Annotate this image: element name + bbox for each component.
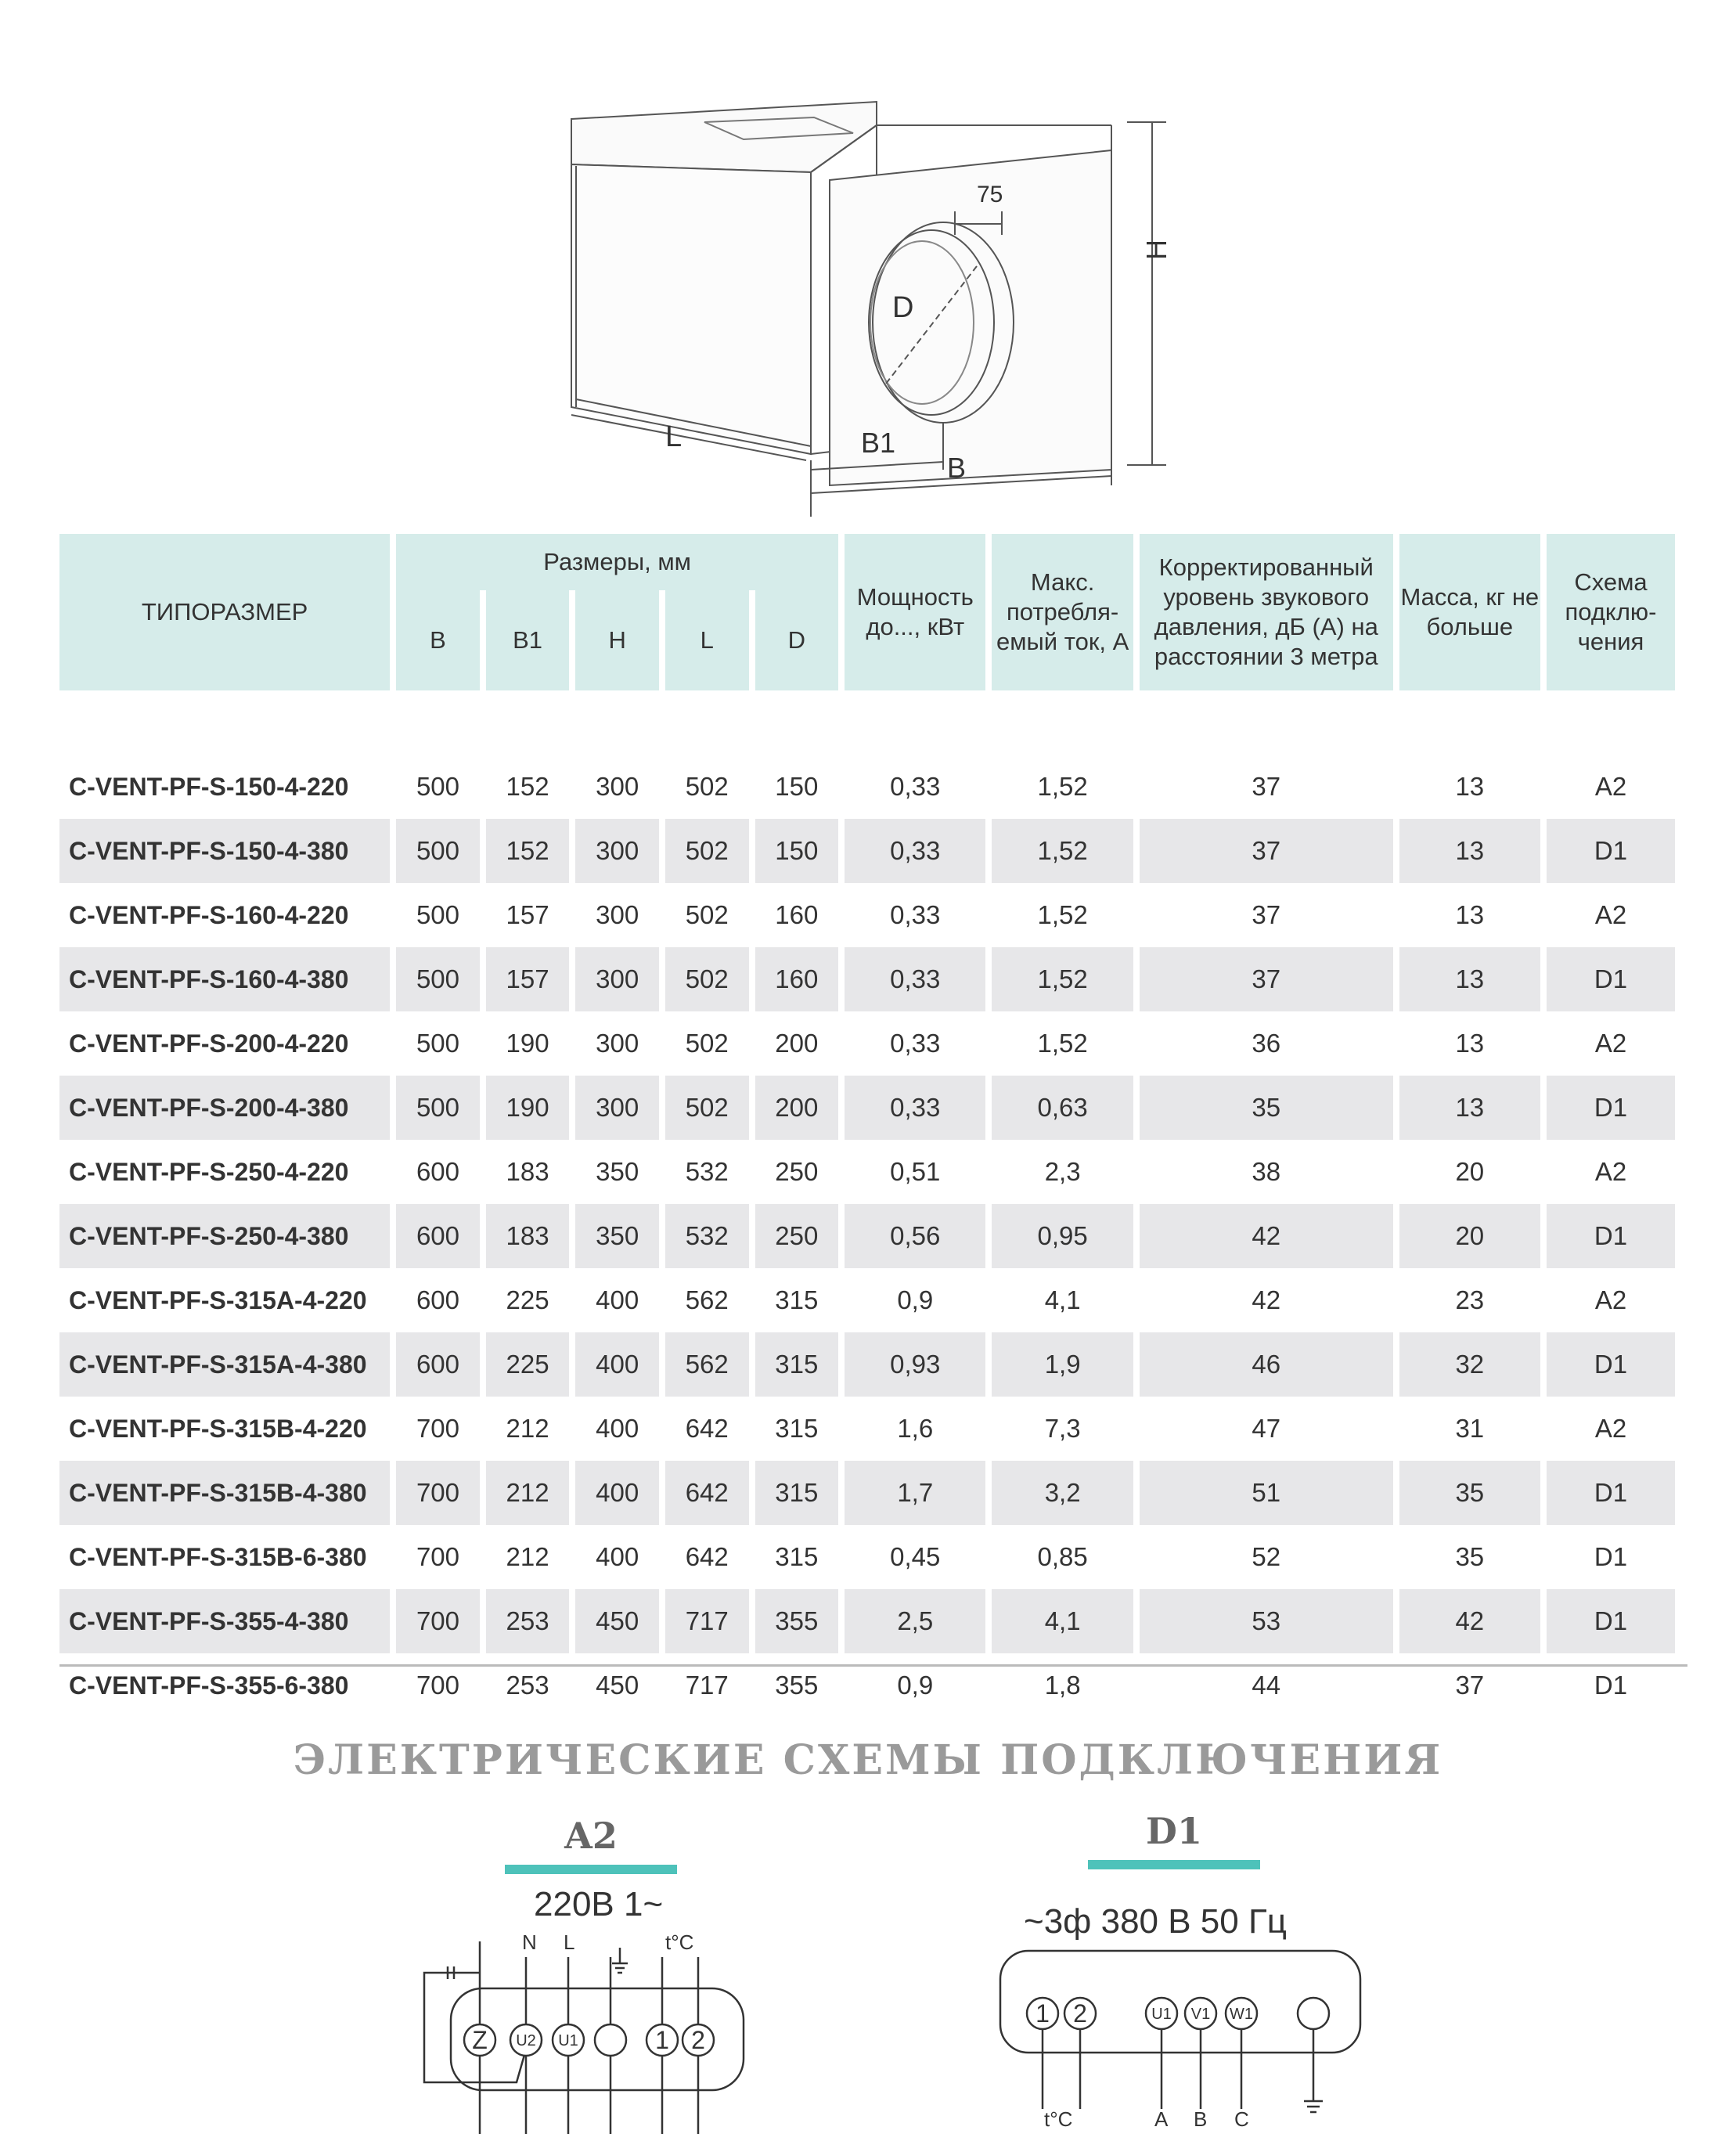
cell-model: C-VENT-PF-S-315B-4-380 — [59, 1461, 390, 1525]
d1-terminal-label-2: 2 — [1073, 1999, 1087, 2028]
cell-d: 355 — [755, 1589, 839, 1653]
table-row — [59, 1397, 1675, 1461]
cell-mass: 23 — [1455, 1285, 1485, 1314]
cell-power: 2,5 — [845, 1589, 985, 1653]
cell-current: 1,9 — [992, 1332, 1133, 1397]
cell-noise: 38 — [1252, 1157, 1281, 1186]
cell-b: 500 — [416, 900, 460, 929]
cell-b1: 190 — [506, 1029, 549, 1058]
cell-l: 642 — [685, 1542, 729, 1571]
cell-power: 0,33 — [845, 947, 985, 1011]
cell-power: 0,33 — [890, 1029, 941, 1058]
dim-h-label: H — [1140, 240, 1172, 260]
cell-h: 300 — [575, 1076, 659, 1140]
cell-noise: 42 — [1252, 1285, 1281, 1314]
d1-terminal-label-4: V1 — [1190, 2006, 1211, 2023]
header-mass: Масса, кг не больше — [1399, 534, 1540, 690]
cell-current: 3,2 — [992, 1461, 1133, 1525]
cell-current: 0,85 — [1037, 1542, 1088, 1571]
cell-d: 315 — [775, 1285, 819, 1314]
cell-noise: 36 — [1252, 1029, 1281, 1058]
cell-l: 717 — [685, 1671, 729, 1700]
cell-model: C-VENT-PF-S-355-6-380 — [69, 1671, 349, 1700]
cell-mass: 42 — [1399, 1589, 1540, 1653]
table-row — [59, 1653, 1675, 1718]
cell-h: 400 — [575, 1332, 659, 1397]
cell-d: 150 — [775, 772, 819, 801]
cell-power: 0,45 — [890, 1542, 941, 1571]
cell-power: 0,56 — [845, 1204, 985, 1268]
cell-b: 600 — [416, 1157, 460, 1186]
cell-b1: 183 — [506, 1157, 549, 1186]
cell-l: 717 — [665, 1589, 749, 1653]
a2-terminal-label-3: U1 — [558, 2032, 578, 2049]
d1-terminal-label-3: U1 — [1151, 2006, 1172, 2023]
cell-mass: 32 — [1399, 1332, 1540, 1397]
header-current: Макс. потребля-емый ток, А — [992, 534, 1133, 690]
cell-model: C-VENT-PF-S-250-4-380 — [59, 1204, 390, 1268]
a2-label-l: L — [564, 1930, 575, 1954]
cell-b1: 225 — [486, 1332, 570, 1397]
cell-d: 250 — [775, 1157, 819, 1186]
cell-current: 1,52 — [992, 947, 1133, 1011]
header-dim-b: B — [396, 590, 480, 690]
d1-label-b: B — [1194, 2107, 1208, 2131]
cell-current: 4,1 — [992, 1589, 1133, 1653]
scheme-a2-voltage: 220В 1~ — [534, 1885, 664, 1923]
cell-model: C-VENT-PF-S-200-4-380 — [59, 1076, 390, 1140]
cell-scheme: A2 — [1594, 900, 1627, 929]
table-row — [59, 1589, 1675, 1653]
scheme-d1-diagram — [994, 1945, 1370, 2134]
cell-power: 1,7 — [845, 1461, 985, 1525]
cell-b1: 225 — [506, 1285, 549, 1314]
cell-scheme: D1 — [1547, 1589, 1675, 1653]
cell-b1: 253 — [486, 1589, 570, 1653]
cell-mass: 13 — [1455, 772, 1485, 801]
cell-d: 200 — [755, 1076, 839, 1140]
cell-b: 700 — [396, 1461, 480, 1525]
cell-noise: 51 — [1140, 1461, 1393, 1525]
cell-b1: 152 — [506, 772, 549, 801]
cell-d: 200 — [775, 1029, 819, 1058]
a2-label-n: N — [522, 1930, 537, 1954]
table-row — [59, 1140, 1675, 1204]
table-row — [59, 1204, 1675, 1268]
cell-power: 0,93 — [845, 1332, 985, 1397]
a2-terminal-label-5: 1 — [655, 2026, 669, 2054]
cell-b1: 212 — [506, 1414, 549, 1443]
cell-scheme: A2 — [1594, 1285, 1627, 1314]
cell-h: 400 — [596, 1414, 639, 1443]
cell-mass: 13 — [1399, 947, 1540, 1011]
cell-mass: 20 — [1455, 1157, 1485, 1186]
cell-model: C-VENT-PF-S-315B-6-380 — [69, 1542, 367, 1571]
header-model: ТИПОРАЗМЕР — [59, 534, 390, 690]
cell-b: 500 — [396, 947, 480, 1011]
cell-current: 2,3 — [1044, 1157, 1081, 1186]
cell-b: 500 — [396, 819, 480, 883]
dim-b1-label: B1 — [861, 427, 896, 459]
cell-d: 315 — [775, 1542, 819, 1571]
cell-model: C-VENT-PF-S-160-4-380 — [59, 947, 390, 1011]
cell-h: 350 — [575, 1204, 659, 1268]
cell-b: 500 — [416, 1029, 460, 1058]
cell-b1: 212 — [486, 1461, 570, 1525]
cell-l: 532 — [665, 1204, 749, 1268]
cell-mass: 37 — [1455, 1671, 1485, 1700]
d1-terminal-label-1: 1 — [1035, 1999, 1050, 2028]
cell-scheme: A2 — [1594, 1029, 1627, 1058]
cell-model: C-VENT-PF-S-355-4-380 — [59, 1589, 390, 1653]
cell-d: 160 — [755, 947, 839, 1011]
cell-b: 500 — [416, 772, 460, 801]
cell-scheme: D1 — [1547, 1076, 1675, 1140]
cell-mass: 20 — [1399, 1204, 1540, 1268]
cell-model: C-VENT-PF-S-150-4-380 — [59, 819, 390, 883]
cell-noise: 42 — [1140, 1204, 1393, 1268]
cell-l: 502 — [685, 900, 729, 929]
table-row — [59, 1525, 1675, 1589]
header-dim-l: L — [665, 590, 749, 690]
cell-l: 502 — [665, 947, 749, 1011]
scheme-a2-label: A2 — [564, 1815, 618, 1857]
cell-b1: 253 — [506, 1671, 549, 1700]
cell-noise: 35 — [1140, 1076, 1393, 1140]
cell-mass: 35 — [1399, 1461, 1540, 1525]
box-side-face — [571, 164, 811, 454]
cell-l: 502 — [665, 1076, 749, 1140]
a2-terminal-label-6: 2 — [691, 2026, 705, 2054]
cell-model: C-VENT-PF-S-160-4-220 — [69, 900, 349, 929]
cell-scheme: A2 — [1594, 1157, 1627, 1186]
cell-l: 532 — [685, 1157, 729, 1186]
cell-current: 1,52 — [1037, 1029, 1088, 1058]
a2-terminal-label-1: Z — [472, 2026, 488, 2054]
cell-mass: 35 — [1455, 1542, 1485, 1571]
header-dim-b1: B1 — [486, 590, 570, 690]
cell-noise: 46 — [1140, 1332, 1393, 1397]
a2-label-t: t°C — [665, 1930, 694, 1954]
cell-l: 502 — [685, 1029, 729, 1058]
cell-power: 0,33 — [890, 900, 941, 929]
cell-power: 0,51 — [890, 1157, 941, 1186]
table-row — [59, 883, 1675, 947]
cell-d: 160 — [775, 900, 819, 929]
a2-terminal-4 — [595, 2024, 626, 2056]
spec-table — [53, 534, 1681, 1718]
table-row — [59, 1461, 1675, 1525]
cell-current: 1,52 — [992, 819, 1133, 883]
cell-l: 502 — [665, 819, 749, 883]
cell-b1: 190 — [486, 1076, 570, 1140]
cell-b: 600 — [396, 1332, 480, 1397]
scheme-a2-diagram — [415, 1926, 759, 2134]
cell-h: 300 — [596, 772, 639, 801]
cell-mass: 13 — [1455, 900, 1485, 929]
cell-l: 562 — [685, 1285, 729, 1314]
cell-d: 355 — [775, 1671, 819, 1700]
cell-model: C-VENT-PF-S-200-4-220 — [69, 1029, 349, 1058]
cell-l: 502 — [685, 772, 729, 801]
cell-h: 400 — [575, 1461, 659, 1525]
header-dim-h: H — [575, 590, 659, 690]
cell-scheme: D1 — [1594, 1542, 1628, 1571]
cell-mass: 13 — [1399, 819, 1540, 883]
cell-current: 1,52 — [1037, 772, 1088, 801]
cell-noise: 37 — [1140, 819, 1393, 883]
cell-b: 700 — [416, 1542, 460, 1571]
cell-b: 600 — [396, 1204, 480, 1268]
a2-terminal-label-2: U2 — [516, 2032, 536, 2049]
cell-power: 0,9 — [897, 1671, 934, 1700]
cell-d: 315 — [755, 1332, 839, 1397]
cell-scheme: A2 — [1594, 772, 1627, 801]
section-title: ЭЛЕКТРИЧЕСКИЕ СХЕМЫ ПОДКЛЮЧЕНИЯ — [293, 1736, 1443, 1784]
cell-b1: 157 — [486, 947, 570, 1011]
table-row — [59, 755, 1675, 819]
cell-d: 250 — [755, 1204, 839, 1268]
cell-power: 0,33 — [845, 819, 985, 883]
scheme-d1-voltage: ~3ф 380 В 50 Гц — [1024, 1902, 1287, 1941]
d1-label-t: t°C — [1044, 2107, 1073, 2131]
header-dimensions: Размеры, мм — [396, 534, 838, 590]
cell-l: 642 — [665, 1461, 749, 1525]
cell-current: 0,63 — [992, 1076, 1133, 1140]
cell-noise: 52 — [1252, 1542, 1281, 1571]
cell-noise: 37 — [1252, 772, 1281, 801]
cell-current: 1,52 — [1037, 900, 1088, 929]
scheme-d1-label: D1 — [1146, 1810, 1202, 1852]
cell-l: 562 — [665, 1332, 749, 1397]
cell-d: 315 — [755, 1461, 839, 1525]
cell-model: C-VENT-PF-S-250-4-220 — [69, 1157, 349, 1186]
cell-b: 700 — [396, 1589, 480, 1653]
header-dim-d: D — [755, 590, 839, 690]
cell-h: 450 — [575, 1589, 659, 1653]
cell-current: 1,8 — [1044, 1671, 1081, 1700]
header-scheme: Схема подклю-чения — [1547, 534, 1675, 690]
scheme-d1-accent-bar — [1088, 1860, 1260, 1869]
table-row — [59, 1268, 1675, 1332]
d1-label-c: C — [1234, 2107, 1249, 2131]
table-row — [59, 1076, 1675, 1140]
cell-b: 500 — [396, 1076, 480, 1140]
cell-scheme: D1 — [1547, 1332, 1675, 1397]
cell-scheme: D1 — [1547, 1461, 1675, 1525]
cell-b: 700 — [416, 1414, 460, 1443]
cell-b: 700 — [416, 1671, 460, 1700]
table-bottom-rule — [59, 1664, 1687, 1667]
cell-h: 400 — [596, 1542, 639, 1571]
cell-model: C-VENT-PF-S-150-4-220 — [69, 772, 349, 801]
cell-power: 0,33 — [890, 772, 941, 801]
cell-current: 0,95 — [992, 1204, 1133, 1268]
cell-mass: 31 — [1455, 1414, 1485, 1443]
cell-scheme: D1 — [1547, 947, 1675, 1011]
dim-l-label: L — [665, 420, 683, 453]
cell-h: 400 — [596, 1285, 639, 1314]
cell-h: 300 — [596, 900, 639, 929]
cell-b1: 183 — [486, 1204, 570, 1268]
cell-model: C-VENT-PF-S-315A-4-380 — [59, 1332, 390, 1397]
cell-b1: 212 — [506, 1542, 549, 1571]
cell-noise: 53 — [1140, 1589, 1393, 1653]
cell-current: 7,3 — [1044, 1414, 1081, 1443]
header-power: Мощность до..., кВт — [845, 534, 985, 690]
cell-h: 300 — [575, 947, 659, 1011]
d1-terminal-label-5: W1 — [1230, 2006, 1253, 2023]
d1-label-a: A — [1154, 2107, 1169, 2131]
cell-power: 1,6 — [897, 1414, 934, 1443]
cell-noise: 37 — [1140, 947, 1393, 1011]
cell-scheme: D1 — [1547, 819, 1675, 883]
cell-noise: 37 — [1252, 900, 1281, 929]
d1-terminal-6 — [1298, 1998, 1329, 2029]
cell-b1: 152 — [486, 819, 570, 883]
cell-mass: 13 — [1455, 1029, 1485, 1058]
box-top-face — [571, 102, 877, 172]
cell-h: 300 — [596, 1029, 639, 1058]
header-noise: Корректированный уровень звукового давления, дБ (А) на расстоянии 3 метра — [1140, 534, 1393, 690]
cell-d: 315 — [775, 1414, 819, 1443]
table-row — [59, 947, 1675, 1011]
cell-scheme: D1 — [1594, 1671, 1628, 1700]
table-row — [59, 819, 1675, 883]
cell-l: 642 — [685, 1414, 729, 1443]
cell-noise: 44 — [1252, 1671, 1281, 1700]
cell-scheme: D1 — [1547, 1204, 1675, 1268]
dim-d-label: D — [892, 291, 914, 324]
cell-current: 4,1 — [1044, 1285, 1081, 1314]
cell-power: 0,33 — [845, 1076, 985, 1140]
cell-noise: 47 — [1252, 1414, 1281, 1443]
cell-scheme: A2 — [1594, 1414, 1627, 1443]
cell-d: 150 — [755, 819, 839, 883]
cell-h: 450 — [596, 1671, 639, 1700]
dim-75-label: 75 — [977, 182, 1003, 207]
cell-h: 350 — [596, 1157, 639, 1186]
dim-b-label: B — [947, 452, 967, 484]
table-row — [59, 1011, 1675, 1076]
cell-b: 600 — [416, 1285, 460, 1314]
cell-model: C-VENT-PF-S-315B-4-220 — [69, 1414, 367, 1443]
cell-power: 0,9 — [897, 1285, 934, 1314]
fan-box-drawing — [548, 78, 1190, 532]
scheme-a2-accent-bar — [505, 1865, 677, 1874]
table-row — [59, 1332, 1675, 1397]
cell-model: C-VENT-PF-S-315A-4-220 — [69, 1285, 367, 1314]
cell-mass: 13 — [1399, 1076, 1540, 1140]
cell-h: 300 — [575, 819, 659, 883]
cell-b1: 157 — [506, 900, 549, 929]
